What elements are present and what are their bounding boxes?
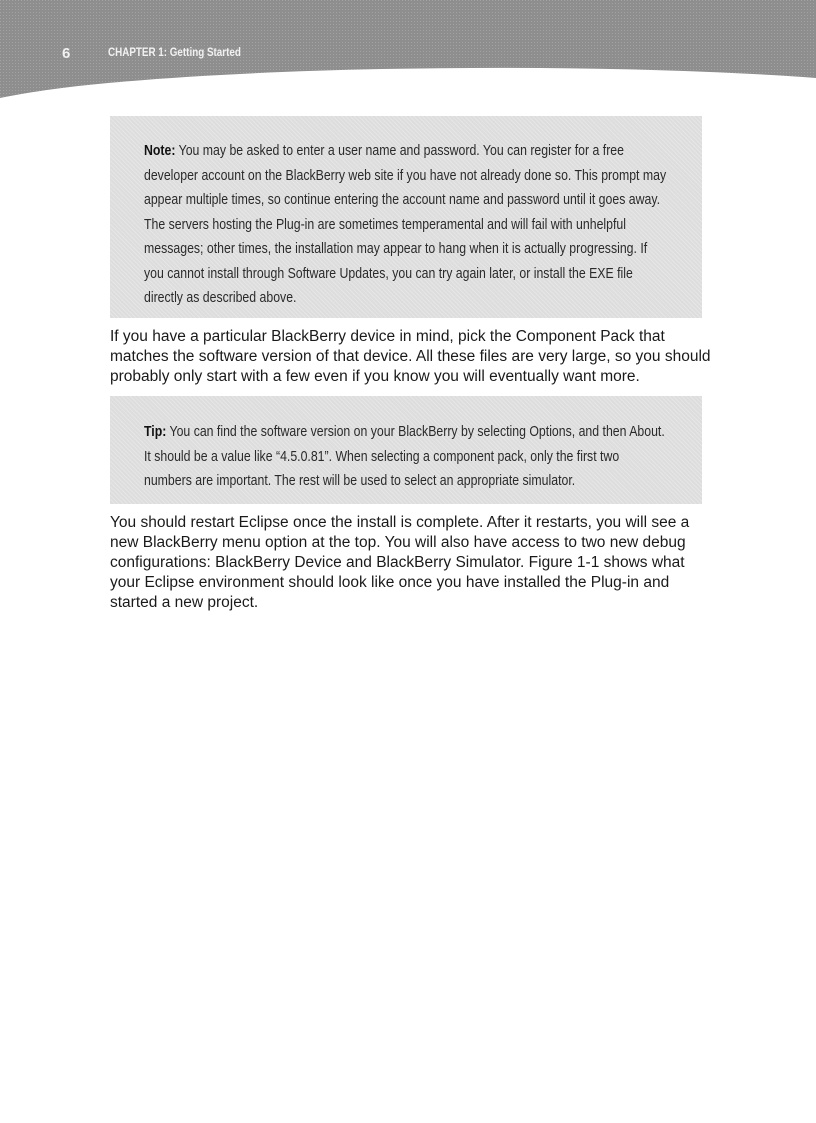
tip-callout [110,396,702,504]
note-label: Note: [144,142,176,159]
chapter-title: CHAPTER 1: Getting Started [108,45,241,59]
note-text-block [144,139,669,311]
body-paragraph: If you have a particular BlackBerry device in mind, pick the Component Pack that matches the software version of that device. All these files are very large, so you should probably only start with a few even if you know you will eventually want more. [110,328,711,385]
tip-text-block [144,420,669,494]
tip-body: You can find the software version on your BlackBerry by selecting Options, and then About. It should be a value like “4.5.0.81”. When selecting a component pack, only the first two numbers are important. The rest will be used to select an appropriate simulator. [144,423,665,489]
page-number: 6 [62,45,71,62]
tip-label: Tip: [144,423,167,440]
body-paragraph: You should restart Eclipse once the install is complete. After it restarts, you will see a new BlackBerry menu option at the top. You will also have access to two new debug configurations: BlackBerry Device and BlackBerry Simulator. Figure 1-1 shows what your Eclipse environment should look like once you have installed the Plug-in and started a new project. [110,514,690,611]
note-callout [110,116,702,318]
note-body: You may be asked to enter a user name and password. You can register for a free developer account on the BlackBerry web site if you have not already done so. This prompt may appear multiple times, so continue entering the account name and password until it goes away. The servers hosting the Plug-in are sometimes temperamental and will fail with unhelpful messages; other times, the installation may appear to hang when it is actually progressing. If you cannot install through Software Updates, you can try again later, or install the EXE file directly as described above. [144,142,667,306]
